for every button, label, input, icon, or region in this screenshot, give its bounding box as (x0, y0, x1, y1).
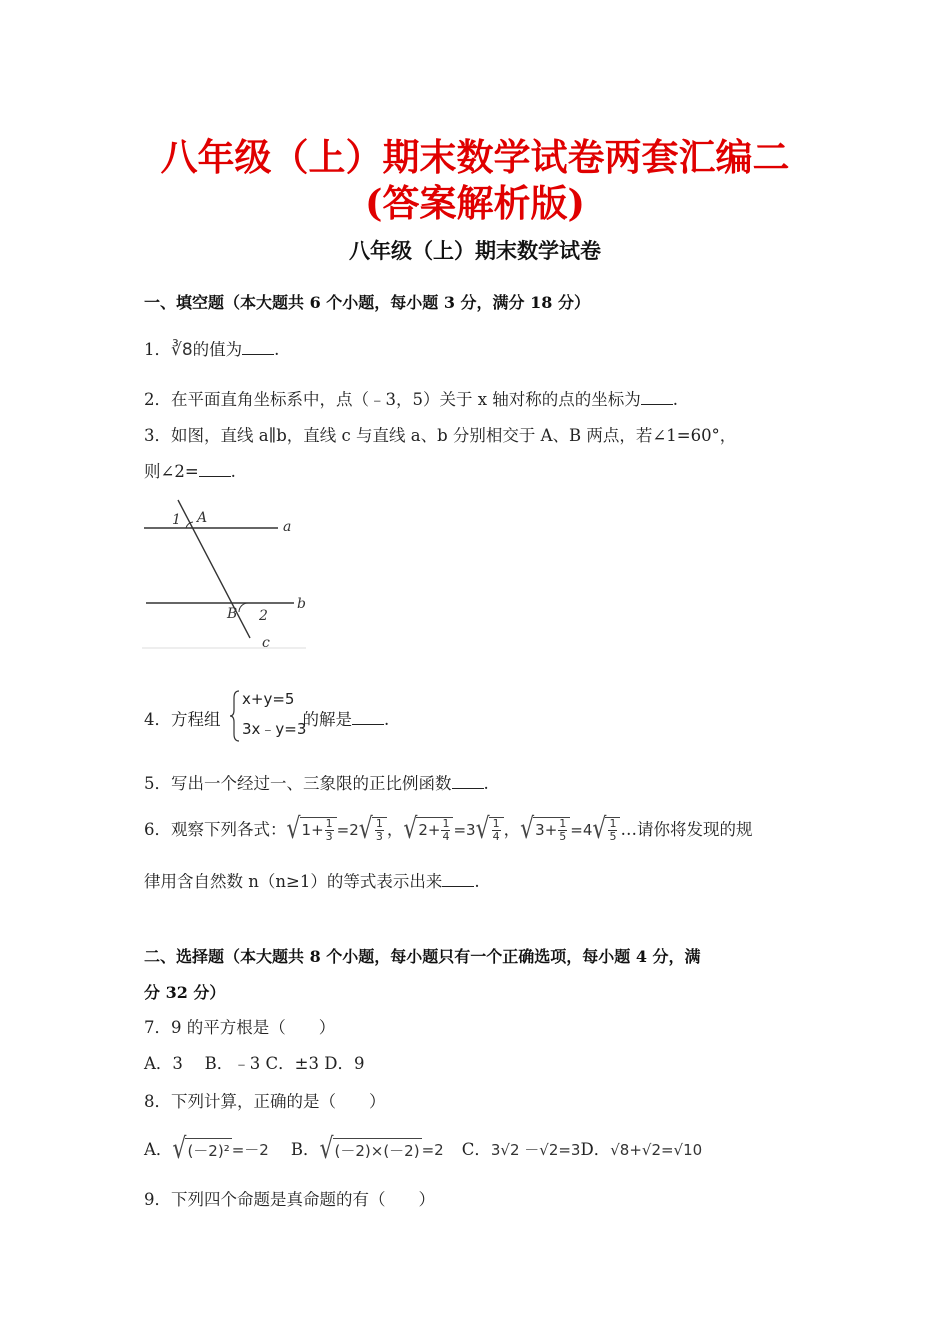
q8-option-c-expr: 3√2 －√2=3 (490, 1141, 581, 1159)
q6-example-2: √ 2+ $\frac{1}{4}$ =3 √ $\frac{1}{4}$ (403, 817, 503, 843)
q8-option-d-expr: √8+√2=√10 (610, 1141, 703, 1159)
question-9 (144, 1188, 435, 1212)
question-8 (144, 1090, 386, 1114)
question-5 (144, 772, 489, 796)
q2-blank (641, 403, 673, 405)
q8-option-b-expr: √ (－2)×(－2) =2 (319, 1133, 444, 1166)
line-c (178, 500, 250, 638)
q5-blank (452, 787, 484, 789)
fig-label-1: 1 (172, 512, 181, 528)
q5-end: . (483, 774, 489, 793)
q9-number: 9． (144, 1190, 171, 1209)
q6-text3: 律用含自然数 n（n≥1）的等式表示出来 (144, 872, 443, 891)
question-7-options: A．3 B．﹣3 C．±3 D．9 (144, 1054, 365, 1073)
main-title-line1: 八年级（上）期末数学试卷两套汇编二 (160, 135, 790, 179)
q6-example-3: √ 3+ $\frac{1}{5}$ =4 √ $\frac{1}{5}$ (520, 817, 620, 843)
question-3-line1 (144, 424, 736, 448)
q3-blank (199, 475, 231, 477)
left-brace-icon (230, 690, 240, 742)
question-3-line2 (144, 460, 236, 484)
q6-blank (442, 885, 474, 887)
q6-end: . (474, 872, 480, 891)
angle-2-arc (239, 603, 248, 612)
question-1 (144, 338, 279, 362)
fig-label-A: A (197, 510, 208, 526)
q8-option-c-label: C． (461, 1140, 491, 1159)
q1-blank (242, 353, 274, 355)
q9-text: 下列四个命题是真命题的有（ ） (171, 1190, 435, 1209)
q2-number: 2． (144, 390, 171, 409)
q5-number: 5． (144, 774, 171, 793)
q8-option-b-label: B． (290, 1140, 320, 1159)
q1-text: 的值为 (192, 340, 243, 359)
q4-number: 4． (144, 710, 171, 729)
q8-option-a-expr: √ (－2)² =－2 (172, 1133, 269, 1166)
fig-label-2: 2 (259, 608, 268, 624)
question-2 (144, 388, 678, 412)
q3-text2: 则∠2= (144, 462, 199, 481)
q3-number: 3． (144, 426, 171, 445)
q7-number: 7． (144, 1018, 171, 1037)
q8-option-a-label: A． (144, 1140, 173, 1159)
q1-end: . (274, 340, 280, 359)
section2-heading-line2: 分 32 分） (144, 983, 226, 1002)
fig-label-a: a (283, 519, 292, 535)
question-6-line1: 6． 观察下列各式： √ 1+ $\frac{1}{3}$ =2 √ $\frac{1}{3}$ ， √ 2+ $\frac{1}{4}$ =3 √ $\frac{1}{4}$ ， √ 3+ $\frac{1}{5}$ =4 √ $\frac{1}{5}$ …请你将发现的规 (144, 813, 753, 846)
paper-subtitle: 八年级（上）期末数学试卷 (349, 238, 601, 263)
q6-example-1: √ 1+ $\frac{1}{3}$ =2 √ $\frac{1}{3}$ (287, 817, 387, 843)
question-7 (144, 1016, 335, 1040)
q7-text: 9 的平方根是（ ） (171, 1018, 336, 1037)
q1-cube-root: ∛8 (171, 340, 193, 360)
q4-end: . (384, 710, 390, 729)
q4-blank (352, 723, 384, 725)
equation-1: x+y=5 (242, 690, 295, 708)
q2-text: 在平面直角坐标系中，点（﹣3，5）关于 x 轴对称的点的坐标为 (171, 390, 641, 409)
parallel-lines-figure (142, 496, 306, 650)
q1-number: 1． (144, 340, 171, 359)
main-title-line2: (答案解析版) (364, 181, 585, 225)
q8-text: 下列计算，正确的是（ ） (171, 1092, 386, 1111)
question-8-options (144, 1130, 702, 1170)
q8-option-d-label: D． (580, 1140, 611, 1159)
q8-number: 8． (144, 1092, 171, 1111)
q3-text1: 如图，直线 a∥b，直线 c 与直线 a、b 分别相交于 A、B 两点，若∠1=60°， (171, 426, 737, 445)
q3-end: . (230, 462, 236, 481)
section2-heading-line1: 二、选择题（本大题共 8 个小题，每小题只有一个正确选项，每小题 4 分，满 (144, 947, 701, 966)
fig-label-b: b (297, 596, 306, 612)
equation-2: 3x﹣y=3 (242, 720, 307, 738)
q5-text: 写出一个经过一、三象限的正比例函数 (171, 774, 452, 793)
q6-text2: …请你将发现的规 (620, 820, 753, 839)
q4-text2: 的解是 (302, 710, 352, 729)
q4-text: 方程组 (171, 710, 221, 729)
question-6-line2 (144, 870, 480, 894)
q2-end: . (672, 390, 679, 409)
section1-heading: 一、填空题（本大题共 6 个小题，每小题 3 分，满分 18 分） (144, 293, 590, 312)
q6-text1: 观察下列各式： (171, 820, 287, 839)
q6-number: 6． (144, 820, 171, 839)
fig-label-B: B (227, 606, 238, 622)
fig-label-c: c (262, 635, 270, 650)
